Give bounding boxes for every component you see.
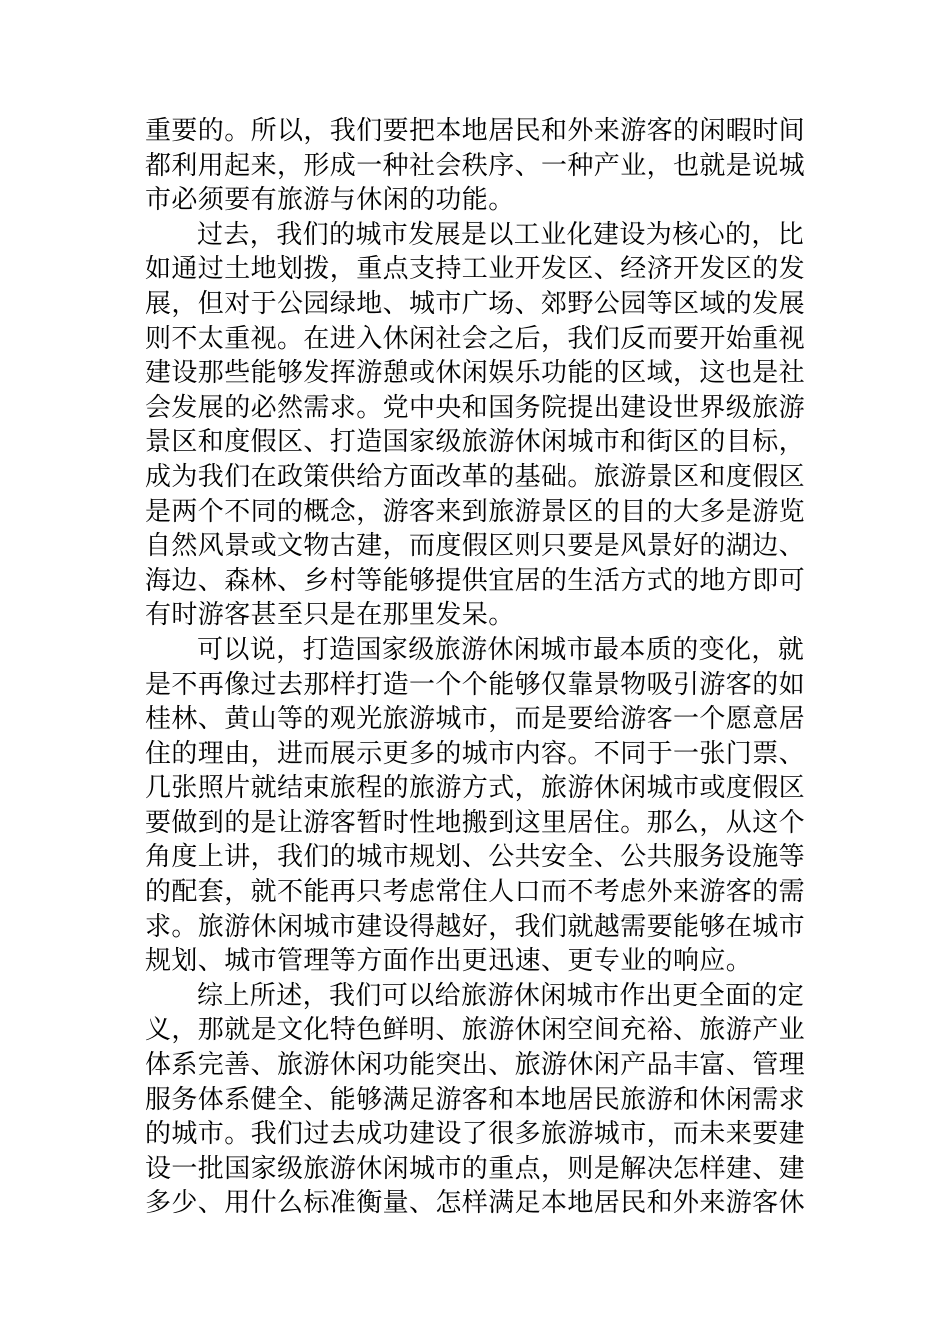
text-line: 会发展的必然需求。党中央和国务院提出建设世界级旅游 [145,392,806,423]
text-line: 展，但对于公园绿地、城市广场、郊野公园等区域的发展 [145,288,806,319]
text-line: 要做到的是让游客暂时性地搬到这里居住。那么，从这个 [145,807,806,838]
text-line: 有时游客甚至只是在那里发呆。 [145,600,515,631]
text-line: 是不再像过去那样打造一个个能够仅靠景物吸引游客的如 [145,669,806,700]
text-line: 体系完善、旅游休闲功能突出、旅游休闲产品丰富、管理 [145,1050,806,1081]
text-line: 如通过土地划拨，重点支持工业开发区、经济开发区的发 [145,254,806,285]
paragraph-start-line: 综上所述，我们可以给旅游休闲城市作出更全面的定 [197,980,805,1011]
text-line: 住的理由，进而展示更多的城市内容。不同于一张门票、 [145,738,806,769]
text-line: 规划、城市管理等方面作出更迅速、更专业的响应。 [145,946,753,977]
text-line: 多少、用什么标准衡量、怎样满足本地居民和外来游客休 [145,1188,806,1219]
text-line: 则不太重视。在进入休闲社会之后，我们反而要开始重视 [145,323,806,354]
text-line: 建设那些能够发挥游憩或休闲娱乐功能的区域，这也是社 [145,358,806,389]
text-line: 桂林、黄山等的观光旅游城市，而是要给游客一个愿意居 [145,704,806,735]
text-line: 景区和度假区、打造国家级旅游休闲城市和街区的目标， [145,427,806,458]
text-line: 自然风景或文物古建，而度假区则只要是风景好的湖边、 [145,531,806,562]
text-line: 义，那就是文化特色鲜明、旅游休闲空间充裕、旅游产业 [145,1015,806,1046]
paragraph-start-line: 过去，我们的城市发展是以工业化建设为核心的，比 [197,219,805,250]
body-text [145,114,810,1221]
text-line: 服务体系健全、能够满足游客和本地居民旅游和休闲需求 [145,1084,806,1115]
text-line: 成为我们在政策供给方面改革的基础。旅游景区和度假区 [145,461,806,492]
text-line: 设一批国家级旅游休闲城市的重点，则是解决怎样建、建 [145,1153,806,1184]
text-line: 海边、森林、乡村等能够提供宜居的生活方式的地方即可 [145,565,806,596]
text-line: 的配套，就不能再只考虑常住人口而不考虑外来游客的需 [145,877,806,908]
text-line: 求。旅游休闲城市建设得越好，我们就越需要能够在城市 [145,911,806,942]
text-line: 的城市。我们过去成功建设了很多旅游城市，而未来要建 [145,1119,806,1150]
text-line: 市必须要有旅游与休闲的功能。 [145,185,515,216]
paragraph-start-line: 可以说，打造国家级旅游休闲城市最本质的变化，就 [197,634,805,665]
text-line: 重要的。所以，我们要把本地居民和外来游客的闲暇时间 [145,116,806,146]
text-line: 是两个不同的概念，游客来到旅游景区的目的大多是游览 [145,496,806,527]
text-line: 几张照片就结束旅程的旅游方式，旅游休闲城市或度假区 [145,773,806,804]
text-line: 都利用起来，形成一种社会秩序、一种产业，也就是说城 [145,150,806,181]
text-line: 角度上讲，我们的城市规划、公共安全、公共服务设施等 [145,842,806,873]
